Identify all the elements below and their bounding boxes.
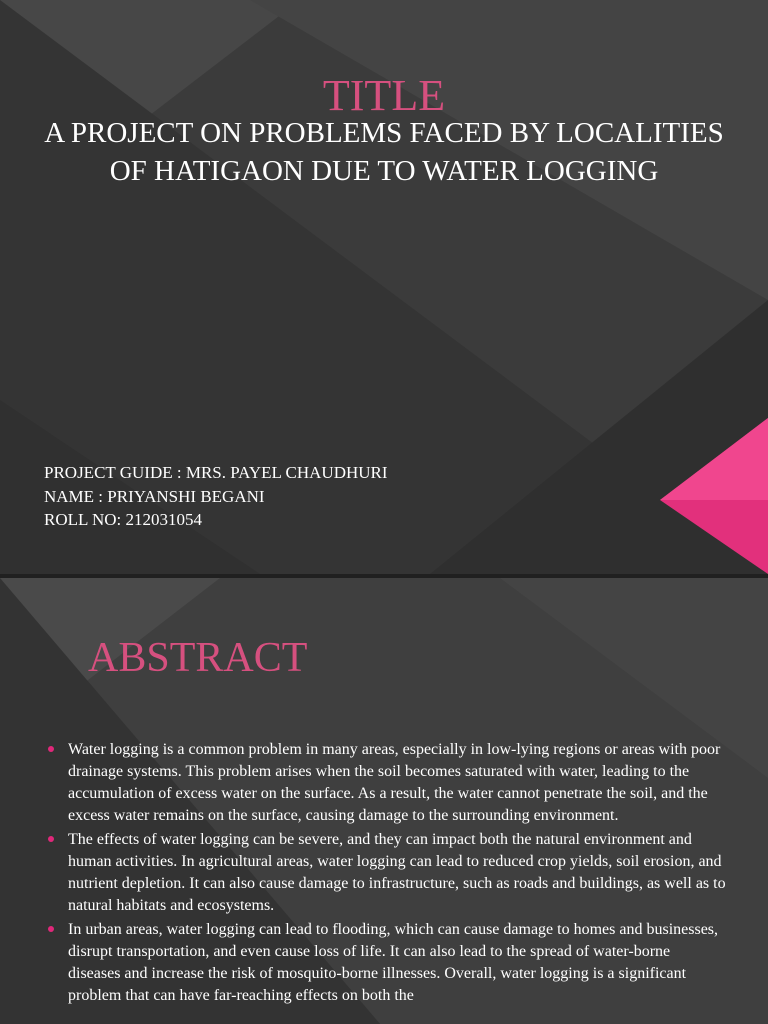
roll-number-text: ROLL NO: 212031054 xyxy=(44,510,203,529)
bullet-text: In urban areas, water logging can lead to flooding, which can cause damage to homes and businesses, disrupt transportation, and even cause loss of life. It can also lead to the spread of water-borne diseases and increase the risk of mosquito-borne illnesses. Overall, water logging is a significant problem that can have far-reaching effects on both the xyxy=(68,921,719,1004)
bullet-text: Water logging is a common problem in many areas, especially in low-lying regions or areas with poor drainage systems. This problem arises when the soil becomes saturated with water, leading to the accumulation of excess water on the surface. As a result, the water cannot penetrate the soil, and the excess water remains on the surface, causing damage to the surrounding environment. xyxy=(68,741,721,824)
bullet-text: The effects of water logging can be severe, and they can impact both the natural environment and human activities. In agricultural areas, water logging can lead to reduced crop yields, soil erosion, and nutrient depletion. It can also cause damage to infrastructure, such as roads and buildings, as well as to natural habitats and ecosystems. xyxy=(68,831,726,914)
list-item xyxy=(46,919,726,1007)
bullet-icon xyxy=(48,836,54,842)
project-subtitle: A PROJECT ON PROBLEMS FACED BY LOCALITIES OF HATIGAON DUE TO WATER LOGGING xyxy=(44,117,724,187)
list-item xyxy=(46,739,726,827)
abstract-heading: ABSTRACT xyxy=(88,635,308,681)
student-name-text: NAME : PRIYANSHI BEGANI xyxy=(44,486,265,506)
abstract-bullet-list xyxy=(46,739,726,1009)
slide-title: TITLE xyxy=(322,71,446,120)
bullet-icon xyxy=(48,746,54,752)
bullet-icon xyxy=(48,926,54,932)
list-item xyxy=(46,829,726,917)
project-details xyxy=(44,461,388,532)
project-guide-text: PROJECT GUIDE : MRS. PAYEL CHAUDHURI xyxy=(44,463,388,482)
